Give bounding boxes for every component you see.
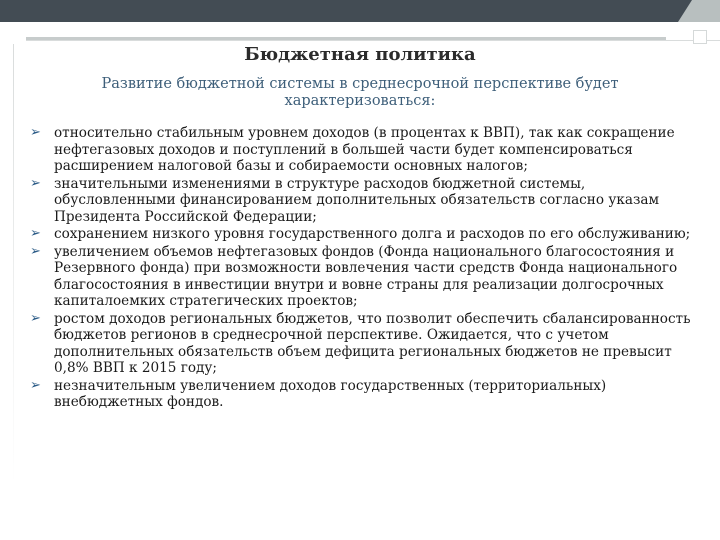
- corner-square-icon: [693, 30, 707, 44]
- bullet-text: незначительным увеличением доходов государственных (территориальных) внебюджетных фондов.: [54, 377, 607, 410]
- bullet-item: [30, 311, 700, 377]
- bullet-item: [30, 125, 700, 175]
- slide-title: Бюджетная политика: [244, 44, 476, 65]
- bullet-list: [30, 125, 700, 412]
- side-line: [13, 44, 14, 484]
- bullet-text: значительными изменениями в структуре расходов бюджетной системы, обусловленными финансированием дополнительных обязательств согласно указам Президента Российской Федерации;: [54, 175, 660, 225]
- bullet-text: увеличением объемов нефтегазовых фондов (Фонда национального благосостояния и Резервного фонда) при возможности вовлечения части средств Фонда национального благосостояния в инвестиции внутри и вовне страны для реализации долгосрочных капиталоемких стратегических проектов;: [54, 243, 678, 309]
- bullet-item: [30, 378, 700, 411]
- arrow-bullet-icon: ➢: [30, 125, 41, 140]
- bullet-text: ростом доходов региональных бюджетов, что позволит обеспечить сбалансированность бюджетов регионов в среднесрочной перспективе. Ожидается, что с учетом дополнительных обязательств объем дефицита региональных бюджетов не превысит 0,8% ВВП к 2015 году;: [54, 310, 691, 376]
- arrow-bullet-icon: ➢: [30, 226, 41, 241]
- top-band-dark: [0, 0, 692, 22]
- arrow-bullet-icon: ➢: [30, 377, 41, 393]
- bullet-item: [30, 244, 700, 310]
- arrow-bullet-icon: ➢: [30, 310, 41, 326]
- bullet-text: сохранением низкого уровня государственного долга и расходов по его обслуживанию;: [54, 226, 691, 242]
- bullet-item: [30, 226, 700, 243]
- slide-subtitle: Развитие бюджетной системы в среднесрочной перспективе будет характеризоваться:: [101, 76, 619, 109]
- bullet-item: [30, 176, 700, 226]
- header-rule-thin: [26, 40, 720, 41]
- bullet-text: относительно стабильным уровнем доходов (в процентах к ВВП), так как сокращение нефтегазовых доходов и поступлений в большей части будет компенсироваться расширением налоговой базы и собираемости основных налогов;: [54, 125, 675, 174]
- arrow-bullet-icon: ➢: [30, 175, 41, 191]
- arrow-bullet-icon: ➢: [30, 243, 41, 259]
